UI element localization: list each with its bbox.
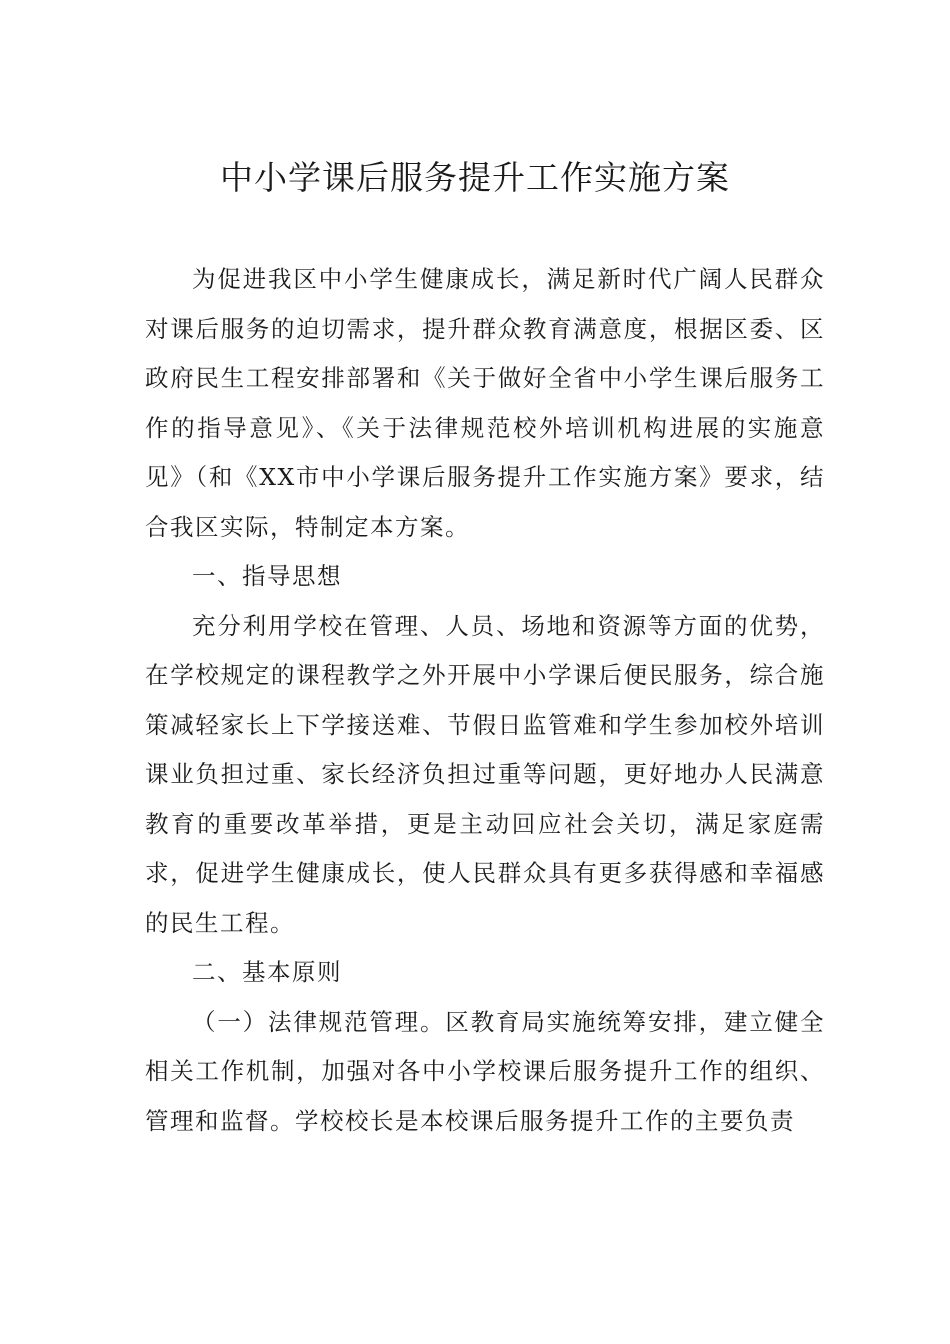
section-heading-guiding-ideology: 一、指导思想 [192,562,342,590]
principle-one-paragraph: （一）法律规范管理。区教育局实施统筹安排，建立健全相关工作机制，加强对各中小学校课后服务提升工作的组织、管理和监督。学校校长是本校课后服务提升工作的主要负责 [145,1007,825,1135]
document-title: 中小学课后服务提升工作实施方案 [220,158,730,197]
document-body [145,255,825,1146]
guiding-ideology-paragraph: 充分利用学校在管理、人员、场地和资源等方面的优势，在学校规定的课程教学之外开展中小学课后便民服务，综合施策减轻家长上下学接送难、节假日监管难和学生参加校外培训课业负担过重、家长经济负担过重等问题，更好地办人民满意教育的重要改革举措，更是主动回应社会关切，满足家庭需求，促进学生健康成长，使人民群众具有更多获得感和幸福感的民生工程。 [145,611,825,937]
section-heading-basic-principles: 二、基本原则 [192,958,342,986]
intro-paragraph: 为促进我区中小学生健康成长，满足新时代广阔人民群众对课后服务的迫切需求，提升群众教育满意度，根据区委、区政府民生工程安排部署和《关于做好全省中小学生课后服务工作的指导意见》、《关于法律规范校外培训机构进展的实施意见》（和《XX市中小学课后服务提升工作实施方案》要求，结合我区实际，特制定本方案。 [145,265,825,541]
